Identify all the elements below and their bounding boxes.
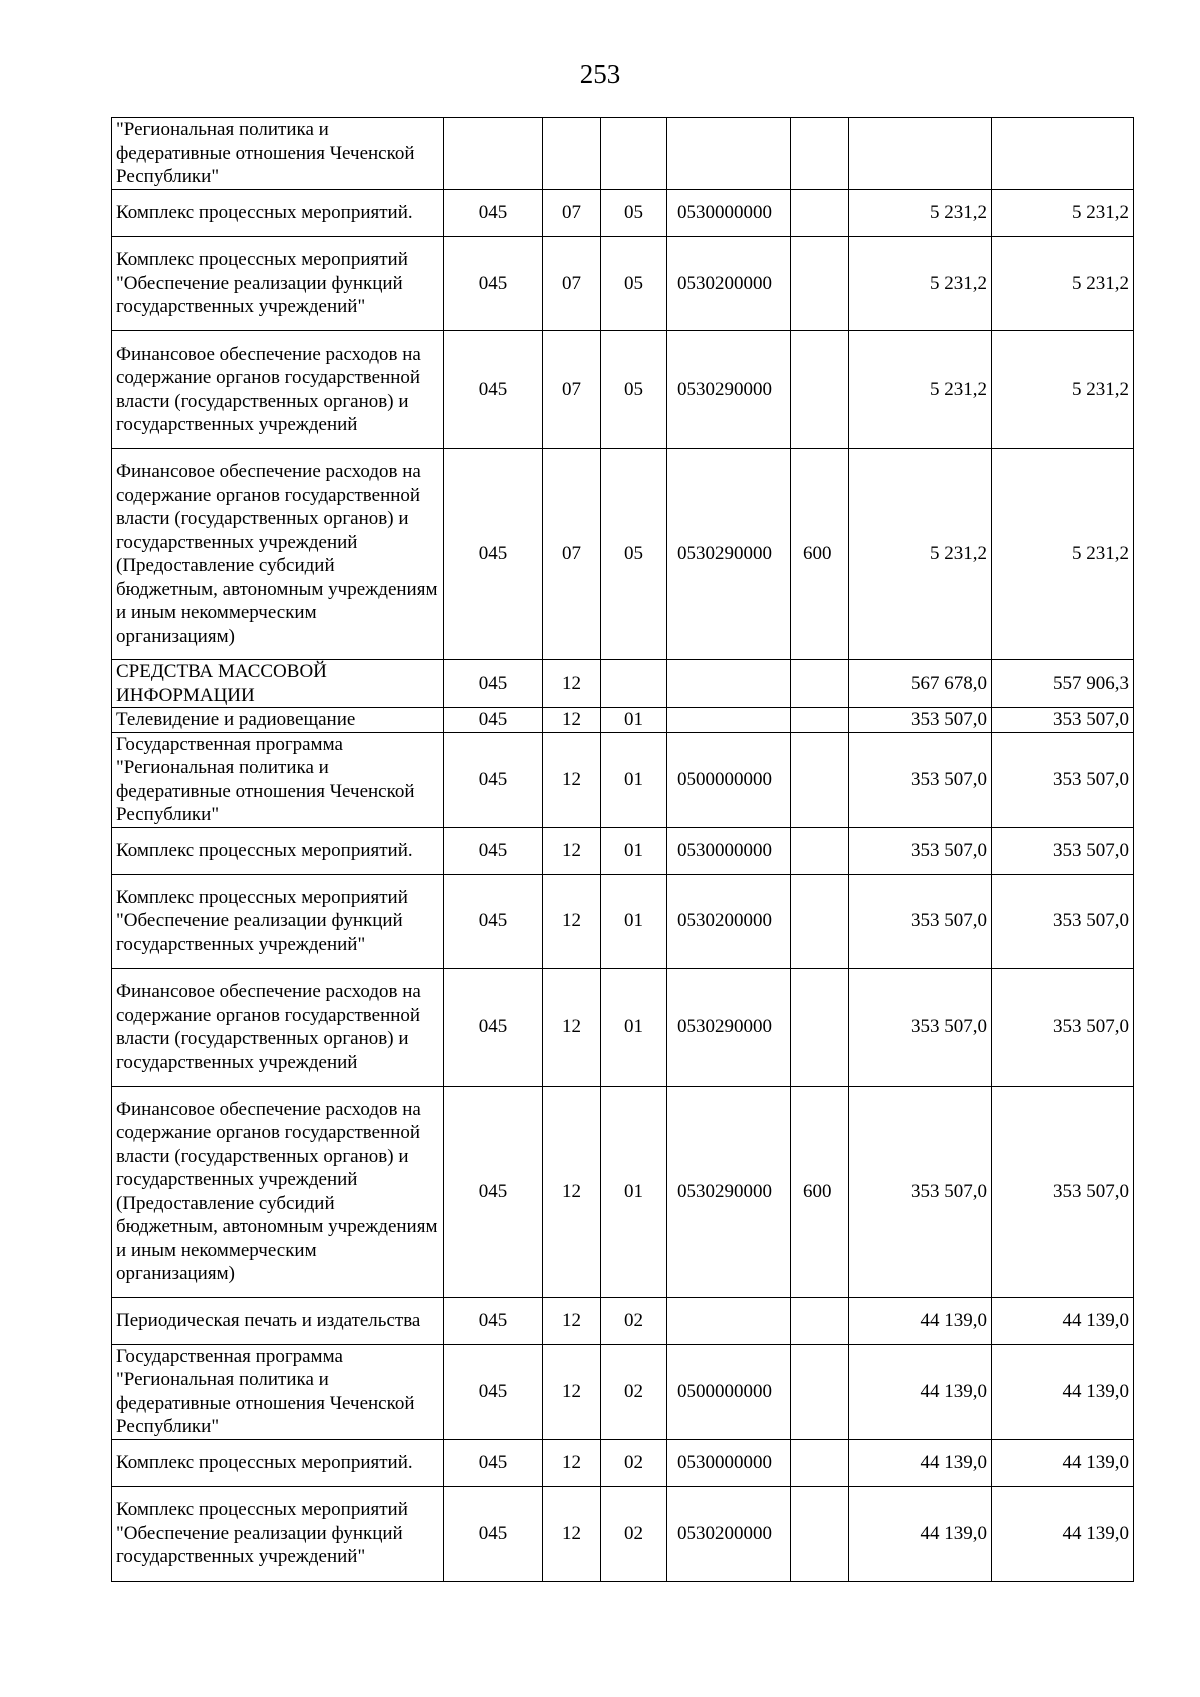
expense-type-cell: [791, 968, 849, 1086]
section-cell: 07: [543, 331, 601, 449]
table-row: [112, 1344, 1134, 1439]
subsection-cell: 01: [601, 732, 667, 827]
subsection-cell: 02: [601, 1439, 667, 1486]
amount-1-cell: 44 139,0: [849, 1344, 992, 1439]
section-cell: 12: [543, 968, 601, 1086]
subsection-cell: 02: [601, 1486, 667, 1581]
expense-type-cell: [791, 331, 849, 449]
section-cell: 12: [543, 1486, 601, 1581]
expense-type-cell: 600: [791, 449, 849, 660]
amount-2-cell: 44 139,0: [992, 1297, 1134, 1344]
amount-1-cell: 44 139,0: [849, 1439, 992, 1486]
subsection-cell: 05: [601, 190, 667, 237]
target-article-cell: 0530290000: [667, 331, 791, 449]
subsection-cell: 05: [601, 237, 667, 331]
target-article-cell: 0530290000: [667, 449, 791, 660]
amount-1-cell: 5 231,2: [849, 449, 992, 660]
expense-type-cell: [791, 190, 849, 237]
amount-1-cell: 44 139,0: [849, 1297, 992, 1344]
ved-cell: 045: [444, 968, 543, 1086]
amount-2-cell: 5 231,2: [992, 449, 1134, 660]
amount-2-cell: 5 231,2: [992, 190, 1134, 237]
expense-type-cell: [791, 732, 849, 827]
section-cell: 12: [543, 732, 601, 827]
amount-2-cell: 353 507,0: [992, 1086, 1134, 1297]
section-cell: 07: [543, 449, 601, 660]
amount-2-cell: 44 139,0: [992, 1439, 1134, 1486]
expense-type-cell: [791, 660, 849, 708]
row-name-cell: "Региональная политика и федеративные отношения Чеченской Республики": [112, 118, 444, 190]
row-name-cell: Финансовое обеспечение расходов на содержание органов государственной власти (государственных органов) и государственных учреждений (Предоставление субсидий бюджетным, автономным учреждениям и иным некоммерческим организациям): [112, 1086, 444, 1297]
amount-1-cell: 353 507,0: [849, 874, 992, 968]
table-row: [112, 118, 1134, 190]
section-cell: 12: [543, 1086, 601, 1297]
ved-cell: 045: [444, 190, 543, 237]
amount-2-cell: 353 507,0: [992, 827, 1134, 874]
table-row: [112, 449, 1134, 660]
ved-cell: 045: [444, 237, 543, 331]
row-name-cell: Телевидение и радиовещание: [112, 708, 444, 733]
ved-cell: 045: [444, 1086, 543, 1297]
expense-type-cell: [791, 827, 849, 874]
section-cell: 12: [543, 708, 601, 733]
subsection-cell: 05: [601, 449, 667, 660]
amount-2-cell: 557 906,3: [992, 660, 1134, 708]
target-article-cell: 0500000000: [667, 1344, 791, 1439]
subsection-cell: 02: [601, 1297, 667, 1344]
row-name-cell: Финансовое обеспечение расходов на содержание органов государственной власти (государственных органов) и государственных учреждений: [112, 968, 444, 1086]
amount-1-cell: 44 139,0: [849, 1486, 992, 1581]
table-row: [112, 1086, 1134, 1297]
expense-type-cell: [791, 1439, 849, 1486]
table-row: [112, 190, 1134, 237]
subsection-cell: 02: [601, 1344, 667, 1439]
target-article-cell: [667, 118, 791, 190]
amount-1-cell: 353 507,0: [849, 708, 992, 733]
section-cell: 12: [543, 660, 601, 708]
budget-table: [111, 117, 1134, 1582]
amount-1-cell: 5 231,2: [849, 331, 992, 449]
amount-2-cell: 5 231,2: [992, 331, 1134, 449]
ved-cell: 045: [444, 331, 543, 449]
target-article-cell: 0530000000: [667, 1439, 791, 1486]
target-article-cell: 0530000000: [667, 190, 791, 237]
amount-1-cell: [849, 118, 992, 190]
amount-2-cell: 353 507,0: [992, 732, 1134, 827]
section-cell: [543, 118, 601, 190]
amount-1-cell: 5 231,2: [849, 237, 992, 331]
amount-2-cell: 353 507,0: [992, 874, 1134, 968]
expense-type-cell: 600: [791, 1086, 849, 1297]
row-name-cell: Государственная программа "Региональная политика и федеративные отношения Чеченской Республики": [112, 1344, 444, 1439]
target-article-cell: 0500000000: [667, 732, 791, 827]
row-name-cell: Финансовое обеспечение расходов на содержание органов государственной власти (государственных органов) и государственных учреждений: [112, 331, 444, 449]
expense-type-cell: [791, 118, 849, 190]
row-name-cell: Комплекс процессных мероприятий "Обеспечение реализации функций государственных учреждений": [112, 237, 444, 331]
subsection-cell: 01: [601, 708, 667, 733]
table-row: [112, 660, 1134, 708]
target-article-cell: [667, 1297, 791, 1344]
row-name-cell: СРЕДСТВА МАССОВОЙ ИНФОРМАЦИИ: [112, 660, 444, 708]
row-name-cell: Комплекс процессных мероприятий "Обеспечение реализации функций государственных учреждений": [112, 1486, 444, 1581]
subsection-cell: 01: [601, 874, 667, 968]
page-number: 253: [579, 59, 621, 89]
target-article-cell: 0530200000: [667, 237, 791, 331]
ved-cell: 045: [444, 827, 543, 874]
amount-2-cell: 44 139,0: [992, 1344, 1134, 1439]
row-name-cell: Периодическая печать и издательства: [112, 1297, 444, 1344]
ved-cell: 045: [444, 449, 543, 660]
expense-type-cell: [791, 237, 849, 331]
section-cell: 12: [543, 1297, 601, 1344]
table-row: [112, 732, 1134, 827]
section-cell: 12: [543, 1439, 601, 1486]
ved-cell: 045: [444, 1486, 543, 1581]
amount-1-cell: 353 507,0: [849, 732, 992, 827]
amount-1-cell: 353 507,0: [849, 827, 992, 874]
table-row: [112, 827, 1134, 874]
table-row: [112, 237, 1134, 331]
subsection-cell: [601, 660, 667, 708]
section-cell: 12: [543, 874, 601, 968]
amount-1-cell: 353 507,0: [849, 1086, 992, 1297]
subsection-cell: 01: [601, 1086, 667, 1297]
amount-2-cell: 353 507,0: [992, 708, 1134, 733]
table-row: [112, 1297, 1134, 1344]
table-row: [112, 968, 1134, 1086]
expense-type-cell: [791, 708, 849, 733]
ved-cell: 045: [444, 1344, 543, 1439]
target-article-cell: 0530290000: [667, 968, 791, 1086]
table-row: [112, 331, 1134, 449]
target-article-cell: 0530000000: [667, 827, 791, 874]
expense-type-cell: [791, 1344, 849, 1439]
row-name-cell: Финансовое обеспечение расходов на содержание органов государственной власти (государственных органов) и государственных учреждений (Предоставление субсидий бюджетным, автономным учреждениям и иным некоммерческим организациям): [112, 449, 444, 660]
amount-2-cell: [992, 118, 1134, 190]
section-cell: 07: [543, 190, 601, 237]
row-name-cell: Государственная программа "Региональная политика и федеративные отношения Чеченской Республики": [112, 732, 444, 827]
target-article-cell: 0530290000: [667, 1086, 791, 1297]
subsection-cell: [601, 118, 667, 190]
target-article-cell: 0530200000: [667, 874, 791, 968]
ved-cell: 045: [444, 1439, 543, 1486]
amount-2-cell: 353 507,0: [992, 968, 1134, 1086]
ved-cell: 045: [444, 732, 543, 827]
amount-1-cell: 353 507,0: [849, 968, 992, 1086]
amount-2-cell: 5 231,2: [992, 237, 1134, 331]
ved-cell: 045: [444, 1297, 543, 1344]
table-row: [112, 1486, 1134, 1581]
row-name-cell: Комплекс процессных мероприятий "Обеспечение реализации функций государственных учреждений": [112, 874, 444, 968]
subsection-cell: 01: [601, 968, 667, 1086]
amount-1-cell: 5 231,2: [849, 190, 992, 237]
ved-cell: 045: [444, 660, 543, 708]
subsection-cell: 01: [601, 827, 667, 874]
row-name-cell: Комплекс процессных мероприятий.: [112, 190, 444, 237]
expense-type-cell: [791, 1486, 849, 1581]
expense-type-cell: [791, 874, 849, 968]
amount-2-cell: 44 139,0: [992, 1486, 1134, 1581]
ved-cell: 045: [444, 708, 543, 733]
section-cell: 12: [543, 1344, 601, 1439]
table-row: [112, 1439, 1134, 1486]
target-article-cell: 0530200000: [667, 1486, 791, 1581]
row-name-cell: Комплекс процессных мероприятий.: [112, 1439, 444, 1486]
ved-cell: 045: [444, 874, 543, 968]
section-cell: 07: [543, 237, 601, 331]
table-row: [112, 874, 1134, 968]
subsection-cell: 05: [601, 331, 667, 449]
table-row: [112, 708, 1134, 733]
expense-type-cell: [791, 1297, 849, 1344]
target-article-cell: [667, 660, 791, 708]
target-article-cell: [667, 708, 791, 733]
row-name-cell: Комплекс процессных мероприятий.: [112, 827, 444, 874]
section-cell: 12: [543, 827, 601, 874]
amount-1-cell: 567 678,0: [849, 660, 992, 708]
ved-cell: [444, 118, 543, 190]
